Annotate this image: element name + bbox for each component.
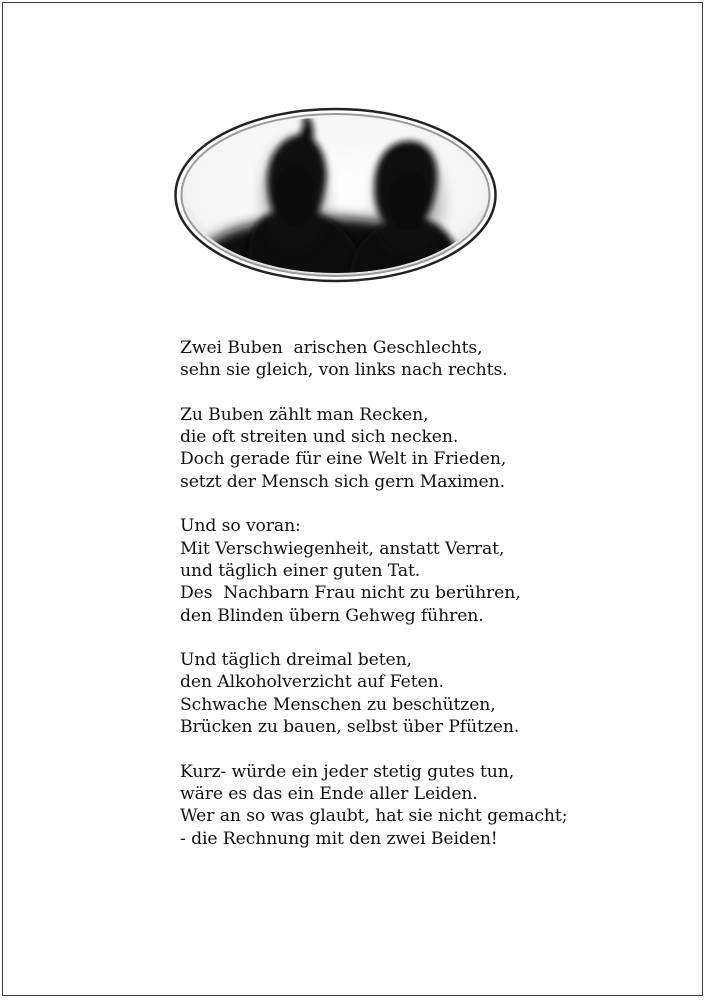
poem-line: den Blinden übern Gehweg führen.: [180, 605, 484, 626]
poem-line: die oft streiten und sich necken.: [180, 427, 459, 448]
poem-line: - die Rechnung mit den zwei Beiden!: [180, 828, 498, 849]
poem: [180, 337, 640, 850]
poem-line: sehn sie gleich, von links nach rechts.: [180, 360, 508, 381]
poem-line: den Alkoholverzicht auf Feten.: [180, 672, 444, 693]
stanza: [180, 761, 640, 850]
stanza: [180, 337, 640, 382]
poem-line: Kurz- würde ein jeder stetig gutes tun,: [180, 761, 515, 782]
poem-line: wäre es das ein Ende aller Leiden.: [180, 783, 478, 804]
two-boys-silhouette-icon: [173, 105, 498, 285]
poem-line: Und so voran:: [180, 516, 301, 537]
poem-line: Und täglich dreimal beten,: [180, 650, 412, 671]
poem-line: Zu Buben zählt man Recken,: [180, 404, 429, 425]
poem-line: Schwache Menschen zu beschützen,: [180, 694, 496, 715]
stanza: [180, 649, 640, 738]
poem-line: Wer an so was glaubt, hat sie nicht gemacht;: [180, 806, 568, 827]
silhouette-cameo: [173, 105, 498, 285]
poem-line: Zwei Buben arischen Geschlechts,: [180, 338, 483, 358]
stanza: [180, 404, 640, 493]
poem-line: setzt der Mensch sich gern Maximen.: [180, 471, 505, 492]
poem-line: Des Nachbarn Frau nicht zu berühren,: [180, 583, 521, 604]
poem-line: Doch gerade für eine Welt in Frieden,: [180, 449, 507, 470]
poem-line: und täglich einer guten Tat.: [180, 560, 421, 581]
poem-line: Brücken zu bauen, selbst über Pfützen.: [180, 717, 520, 738]
stanza: [180, 515, 640, 626]
poem-line: Mit Verschwiegenheit, anstatt Verrat,: [180, 538, 505, 559]
